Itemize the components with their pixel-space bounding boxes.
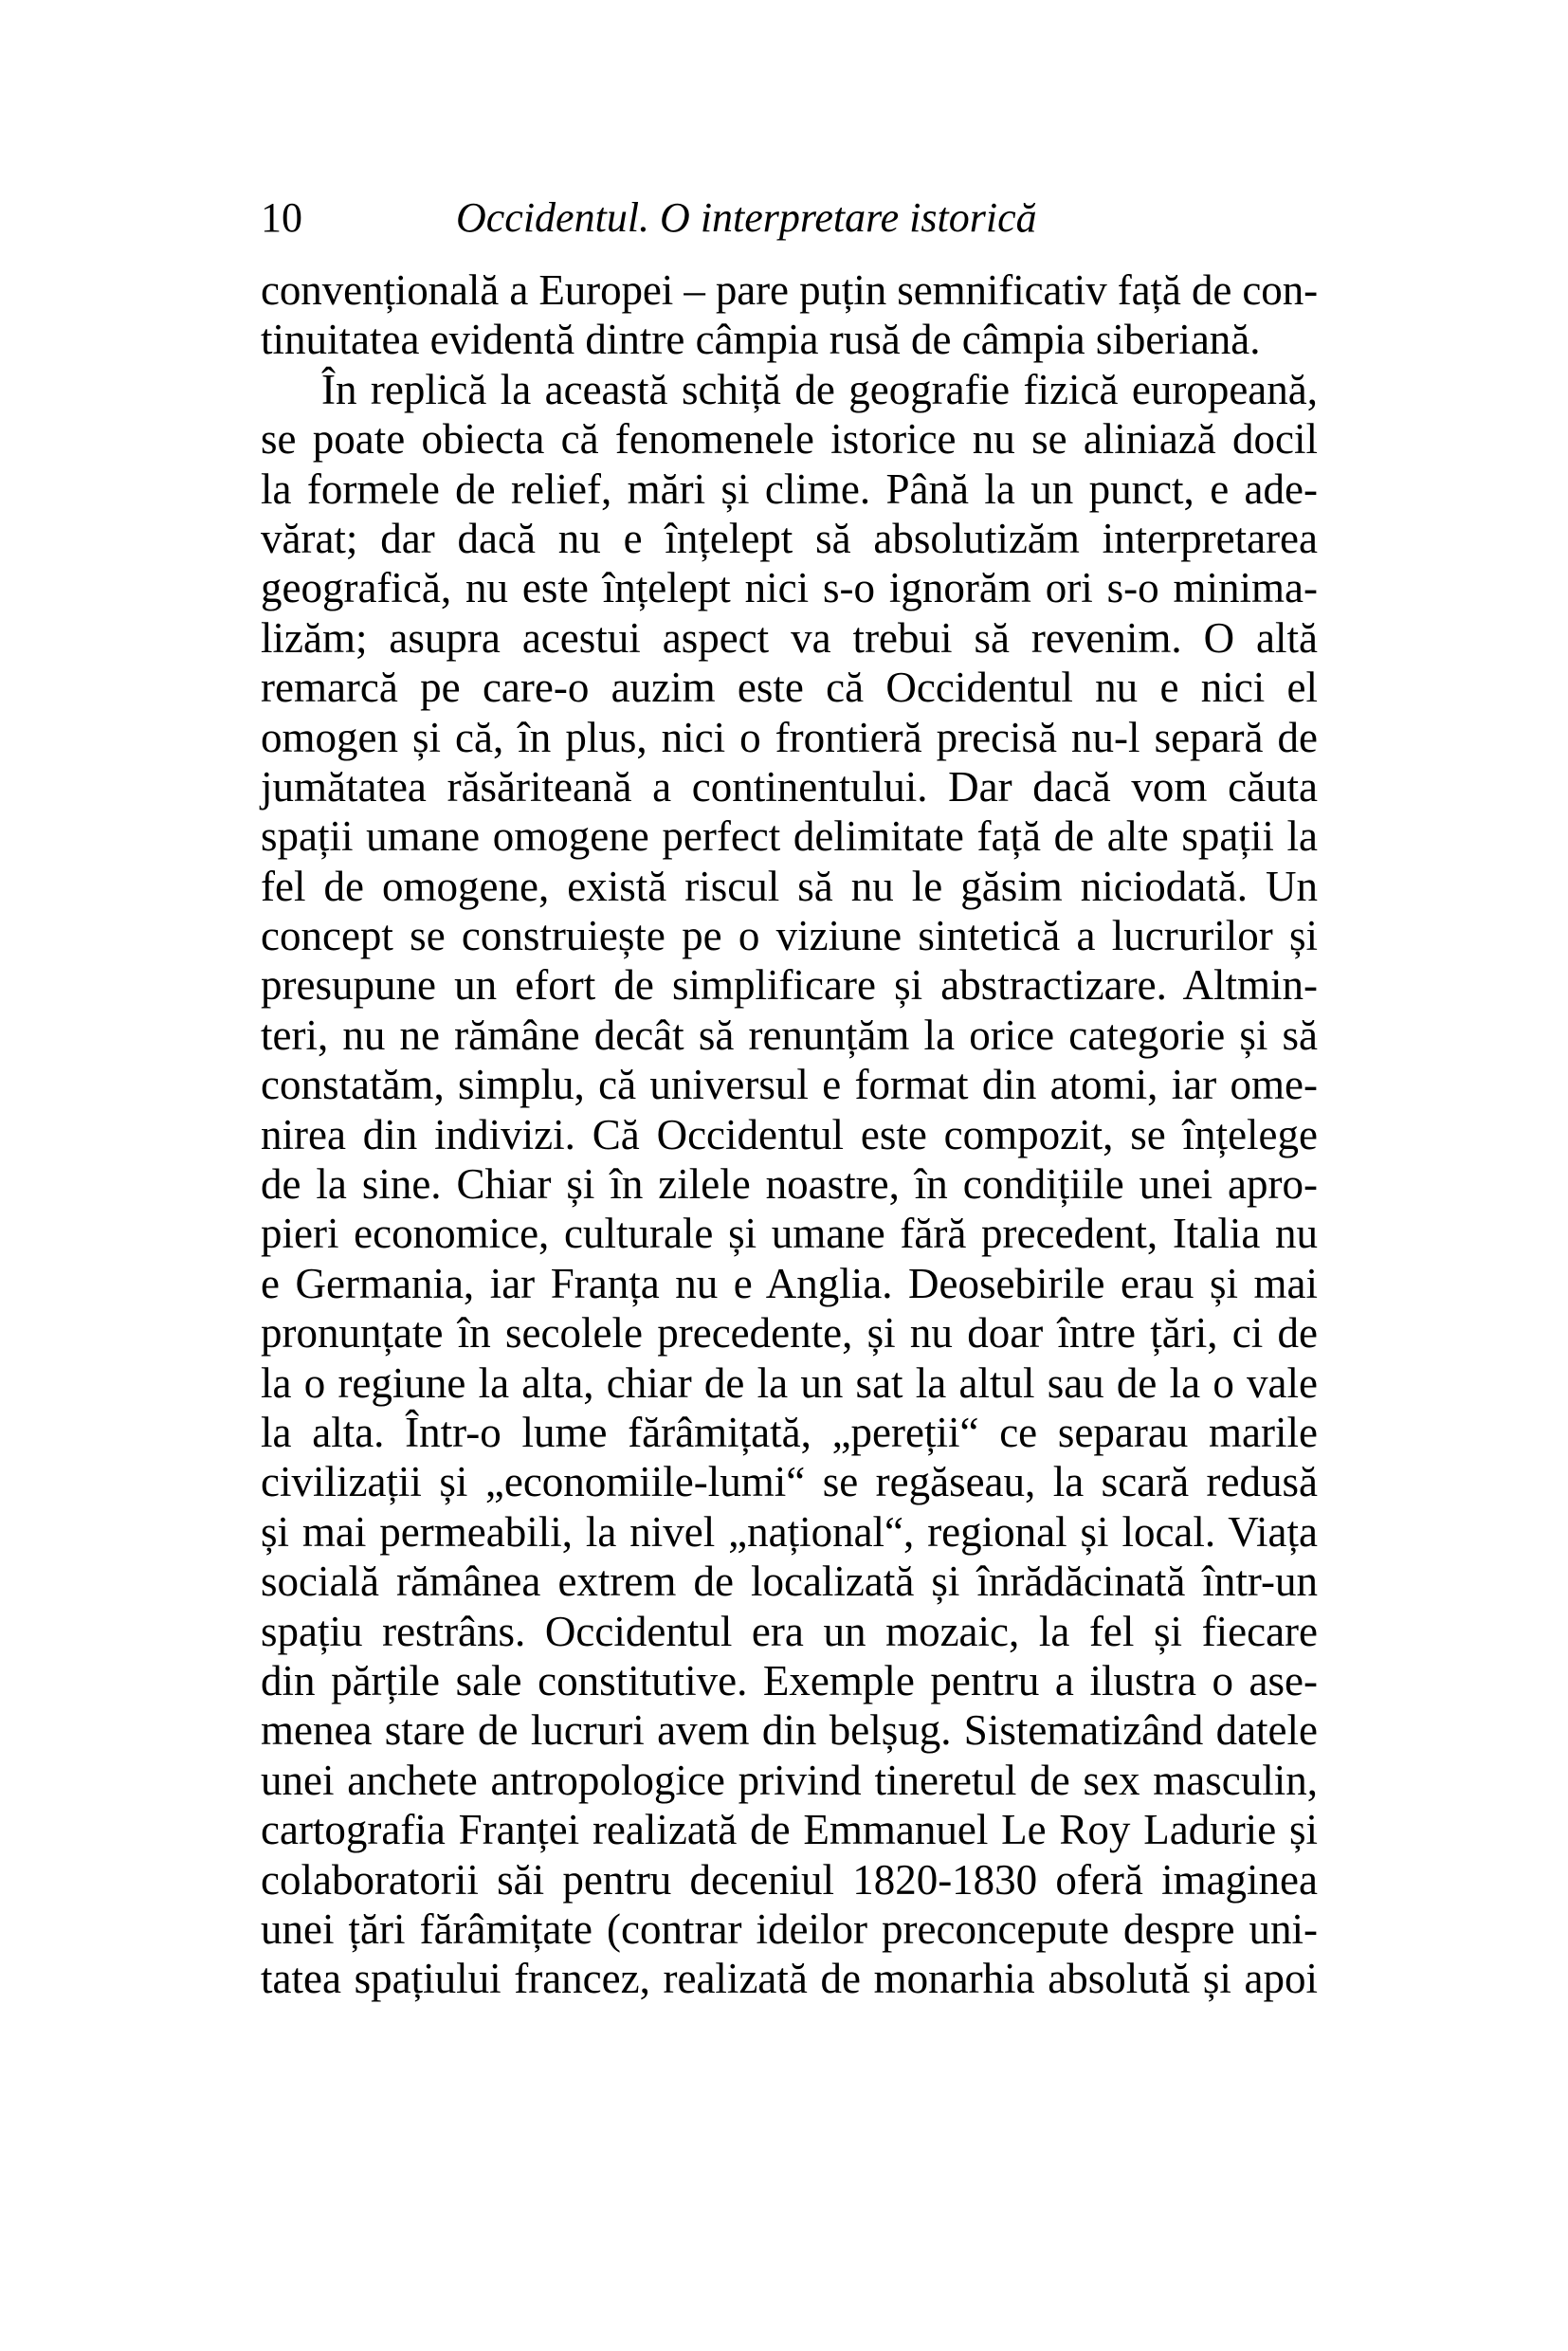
text-line: unei anchete antropologice privind tineretul de sex masculin, xyxy=(261,1756,1318,1804)
text-line: convențională a Europei – pare puțin semnificativ față de con- xyxy=(261,266,1318,314)
text-line: geografică, nu este înțelept nici s-o ignorăm ori s-o minima- xyxy=(261,564,1318,612)
text-line: teri, nu ne rămâne decât să renunțăm la orice categorie și să xyxy=(261,1011,1318,1059)
text-line: vărat; dar dacă nu e înțelept să absolutizăm interpretarea xyxy=(261,514,1318,562)
text-line: spațiu restrâns. Occidentul era un mozaic, la fel și fiecare xyxy=(261,1607,1318,1655)
text-line: civilizații și „economiile-lumi“ se regăseau, la scară redusă xyxy=(261,1458,1318,1506)
page-number: 10 xyxy=(261,194,302,241)
text-line: În replică la această schiță de geografie fizică europeană, xyxy=(321,365,1318,413)
text-line: omogen și că, în plus, nici o frontieră precisă nu-l separă de xyxy=(261,713,1318,761)
text-line: socială rămânea extrem de localizată și înrădăcinată într-un xyxy=(261,1558,1318,1606)
text-line: la o regiune la alta, chiar de la un sat la altul sau de la o vale xyxy=(261,1358,1318,1407)
text-line: nirea din indivizi. Că Occidentul este compozit, se înțelege xyxy=(261,1110,1318,1158)
text-line: tinuitatea evidentă dintre câmpia rusă de câmpia siberiană. xyxy=(261,316,1261,364)
text-line: din părțile sale constitutive. Exemple pentru a ilustra o ase- xyxy=(261,1656,1318,1704)
text-line: menea stare de lucruri avem din belșug. Sistematizând datele xyxy=(261,1706,1318,1755)
text-line: concept se construiește pe o viziune sintetică a lucrurilor și xyxy=(261,912,1318,960)
text-line: la alta. Într-o lume fărâmițată, „pereții“ ce separau marile xyxy=(261,1408,1318,1456)
text-line: remarcă pe care-o auzim este că Occidentul nu e nici el xyxy=(261,664,1318,712)
running-title: Occidentul. O interpretare istorică xyxy=(456,194,1037,241)
text-line: pieri economice, culturale și umane fără precedent, Italia nu xyxy=(261,1210,1318,1258)
running-head xyxy=(261,191,1318,245)
text-line: unei țări fărâmițate (contrar ideilor preconcepute despre uni- xyxy=(261,1904,1318,1953)
body-text xyxy=(261,265,1318,2004)
text-line: tatea spațiului francez, realizată de monarhia absolută și apoi xyxy=(261,1955,1318,2003)
text-line: și mai permeabili, la nivel „național“, regional și local. Viața xyxy=(261,1507,1318,1556)
text-line: lizăm; asupra acestui aspect va trebui să revenim. O altă xyxy=(261,613,1318,662)
text-line: la formele de relief, mări și clime. Până la un punct, e ade- xyxy=(261,465,1318,513)
text-line: cartografia Franței realizată de Emmanuel Le Roy Ladurie și xyxy=(261,1806,1318,1854)
text-line: presupune un efort de simplificare și abstractizare. Altmin- xyxy=(261,961,1318,1010)
text-line: fel de omogene, există riscul să nu le găsim niciodată. Un xyxy=(261,862,1318,910)
text-line: jumătatea răsăriteană a continentului. Dar dacă vom căuta xyxy=(261,762,1318,811)
text-line: pronunțate în secolele precedente, și nu doar între țări, ci de xyxy=(261,1309,1318,1358)
text-line: se poate obiecta că fenomenele istorice nu se aliniază docil xyxy=(261,415,1318,464)
text-line: de la sine. Chiar și în zilele noastre, în condițiile unei apro- xyxy=(261,1160,1318,1209)
text-line: spații umane omogene perfect delimitate față de alte spații la xyxy=(261,812,1318,861)
text-line: colaboratorii săi pentru deceniul 1820-1830 oferă imaginea xyxy=(261,1855,1318,1904)
text-line: constatăm, simplu, că universul e format din atomi, iar ome- xyxy=(261,1061,1318,1109)
text-line: e Germania, iar Franța nu e Anglia. Deosebirile erau și mai xyxy=(261,1259,1318,1307)
